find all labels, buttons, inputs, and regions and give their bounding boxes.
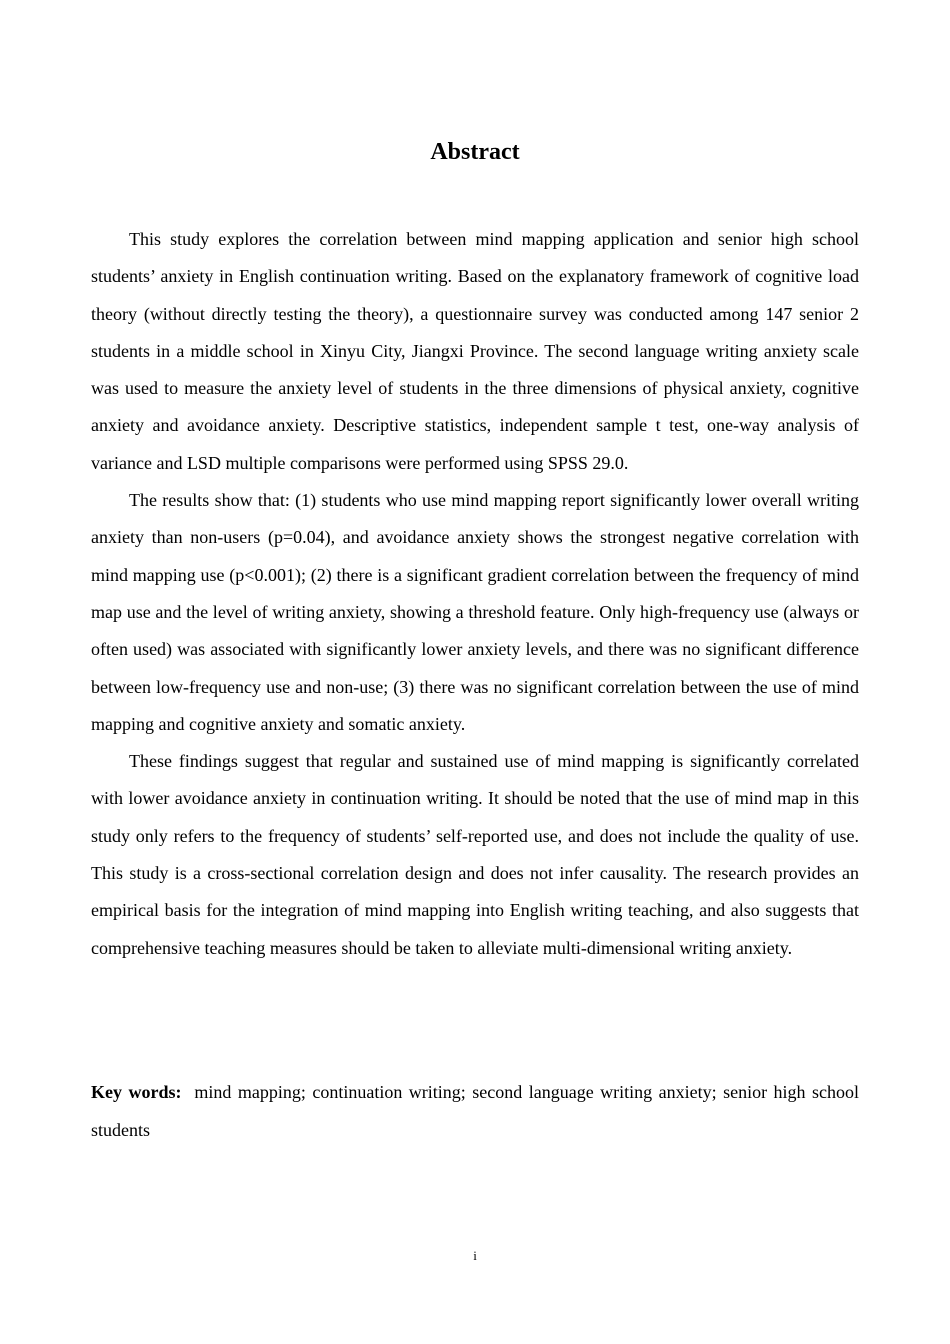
abstract-title: Abstract	[430, 139, 520, 165]
keywords-line	[91, 1074, 859, 1149]
abstract-body	[91, 221, 859, 967]
keywords-label: Key words:	[91, 1082, 182, 1102]
page-number: i	[473, 1248, 477, 1263]
abstract-paragraph-3: These findings suggest that regular and sustained use of mind mapping is significantly correlated with lower avoidance anxiety in continuation writing. It should be noted that the use of mind map in this study only refers to the frequency of students’ self-reported use, and does not include the quality of use. This study is a cross-sectional correlation design and does not infer causality. The research provides an empirical basis for the integration of mind mapping into English writing teaching, and also suggests that comprehensive teaching measures should be taken to alleviate multi-dimensional writing anxiety.	[91, 751, 859, 958]
keywords-text: mind mapping; continuation writing; second language writing anxiety; senior high school students	[91, 1082, 860, 1140]
abstract-paragraph-1: This study explores the correlation between mind mapping application and senior high school students’ anxiety in English continuation writing. Based on the explanatory framework of cognitive load theory (without directly testing the theory), a questionnaire survey was conducted among 147 senior 2 students in a middle school in Xinyu City, Jiangxi Province. The second language writing anxiety scale was used to measure the anxiety level of students in the three dimensions of physical anxiety, cognitive anxiety and avoidance anxiety. Descriptive statistics, independent sample t test, one-way analysis of variance and LSD multiple comparisons were performed using SPSS 29.0.	[91, 229, 859, 473]
abstract-paragraph-2: The results show that: (1) students who use mind mapping report significantly lower overall writing anxiety than non-users (p=0.04), and avoidance anxiety shows the strongest negative correlation with mind mapping use (p<0.001); (2) there is a significant gradient correlation between the frequency of mind map use and the level of writing anxiety, showing a threshold feature. Only high-frequency use (always or often used) was associated with significantly lower anxiety levels, and there was no significant difference between low-frequency use and non-use; (3) there was no significant correlation between the use of mind mapping and cognitive anxiety and somatic anxiety.	[91, 490, 859, 734]
